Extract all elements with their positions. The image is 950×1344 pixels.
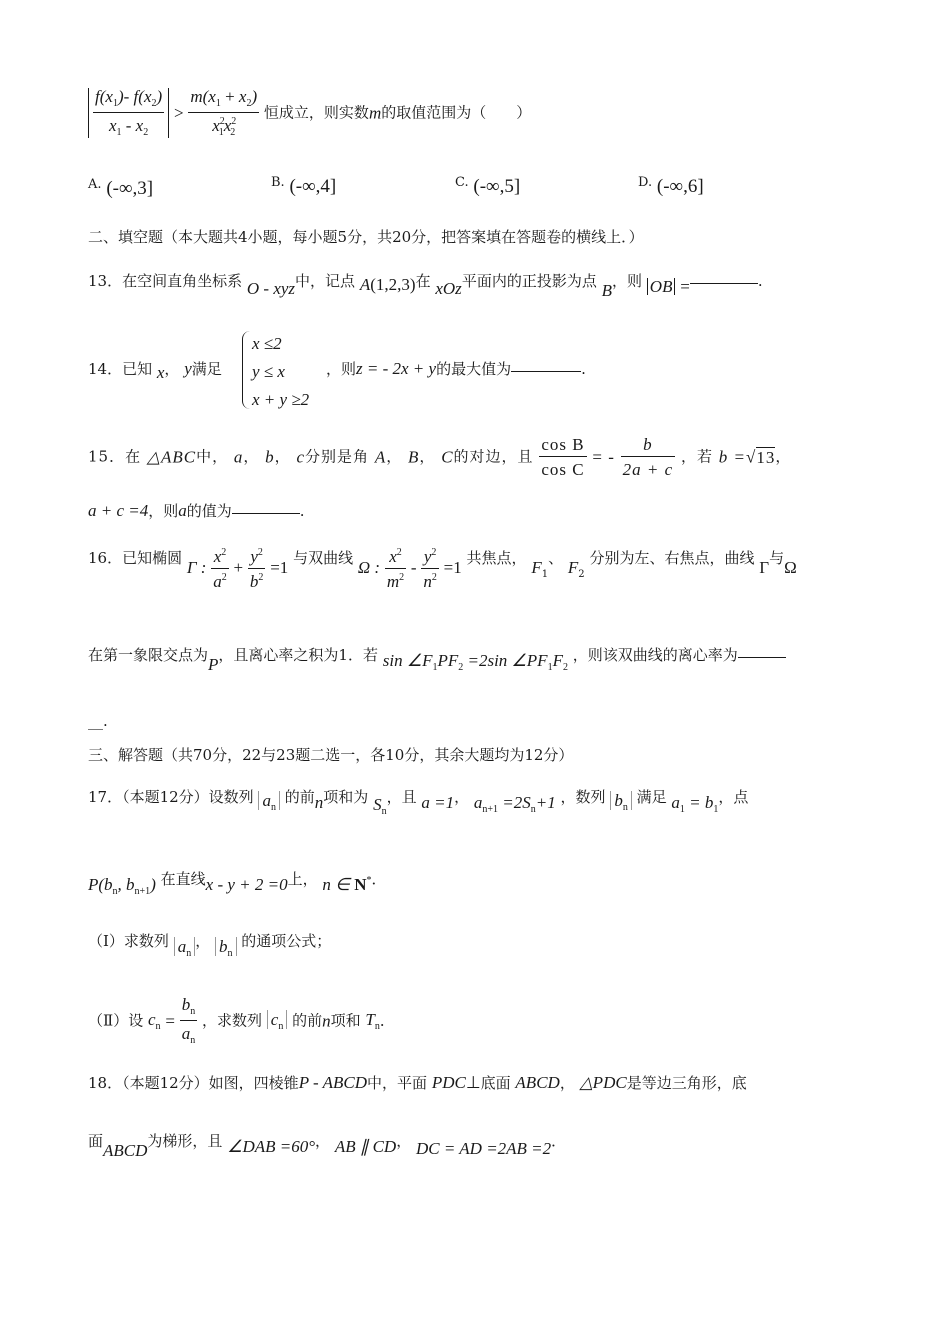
question-14-objective: ，则z = - 2x + y的最大值为 . [326, 359, 586, 378]
question-15-line2: a + c =4，则a的值为 . [88, 501, 305, 520]
cos-ratio: $\frac{\text{cos B}}{\text{cos C}}$ [541, 435, 585, 479]
ellipse-y-term: $\frac{y^2}{b^2}$ [249, 547, 264, 591]
option-b: B. (-∞,4] [271, 175, 337, 197]
c-n-fraction: $\frac{b_n}{a_n}$ [181, 995, 196, 1046]
option-d: D. (-∞,6] [638, 175, 704, 197]
abs-value-bars [88, 88, 169, 138]
question-17: 17．（本题12分）设数列 $a_n$ 的前n项和为 $S_n$，且 a =1， $a_{n+1} =2S_n+1$ ，数列 $b_n$ 满足 $a_1 = b_1$，点 [88, 788, 749, 817]
question-13: 13．在空间直角坐标系 O - xyz中，记点 A(1,2,3)在 xOz平面内的正投影为点 B，则 OB = . [88, 272, 763, 300]
question-17-part-1: （Ⅰ）求数列 $a_n$， $b_n$ 的通项公式； [88, 932, 332, 959]
difference-quotient: $\frac{f(x_1)- f(x_2)}{x_1 - x_2}$ [95, 87, 163, 138]
section-heading-fill-in: 二、填空题（本大题共4小题，每小题5分，共20分，把答案填在答题卷的横线上．） [88, 228, 644, 246]
answer-blank[interactable] [690, 282, 758, 284]
question-16-line2: 在第一象限交点为P，且离心率之积为1．若 $\sin \angle F_1PF_2 =2\sin$ $\angle PF_1F_2$ ，则该双曲线的离心率为 [88, 648, 786, 673]
ellipse-x-term: $\frac{x^2}{a^2}$ [213, 547, 227, 591]
question-18: 18．（本题12分）如图，四棱锥P - ABCD中，平面 PDC⊥底面 ABCD， △PDC是等边三角形，底 [88, 1073, 747, 1092]
answer-blank[interactable] [232, 512, 300, 514]
q12-inequality: $\frac{f(x_1)- f(x_2)}{x_1 - x_2}$ > $\frac{m(x_1 + x_2)}{x^2_1x^2_2}$ 恒成立，则实数m的取值范围为（ ） [88, 88, 531, 138]
question-15: 15．在 △ABC中， a， b， c分别是角 A， B， C的对边，且 $\frac{\text{cos B}}{\text{cos C}}$ = - $\frac{b}{2a + c}$ ，若 b =√13， [88, 435, 792, 479]
hyperbola-x-term: $\frac{x^2}{m^2}$ [386, 547, 405, 591]
hyperbola-y-term: $\frac{y^2}{n^2}$ [423, 547, 437, 591]
option-a: A. (-∞,3] [88, 177, 154, 199]
option-c: C. (-∞,5] [455, 175, 521, 197]
rhs-fraction: $\frac{m(x_1 + x_2)}{x^2_1x^2_2}$ [190, 87, 258, 138]
question-14: 14．已知 x， y满足 [88, 359, 222, 382]
b-ratio: $\frac{b}{2a + c}$ [622, 435, 674, 479]
question-16: 16．已知椭圆 Γ : $\frac{x^2}{a^2}$ + $\frac{y^2}{b^2}$ =1 与双曲线 Ω : $\frac{x^2}{m^2}$ - $\frac{y^2}{n^2}$ =1 共焦点， $F_1$、 $F_2$ 分别为左、右焦点，曲线 Γ与Ω [88, 547, 797, 591]
question-18-line2: 面ABCD为梯形，且 ∠DAB =60°， AB ∥ CD， DC = AD =2AB =2． [88, 1132, 567, 1160]
question-17-part-2: （Ⅱ）设 $c_n$ = $\frac{b_n}{a_n}$ ，求数列 $c_n$ 的前n项和 $T_n$． [88, 995, 395, 1046]
answer-blank[interactable] [738, 656, 786, 658]
section-heading-solutions: 三、解答题（共70分，22与23题二选一，各10分，其余大题均为12分） [88, 746, 574, 764]
left-brace [242, 331, 251, 409]
question-16-line3: __. [88, 712, 108, 730]
question-17-line2: $P(b_n$, $b_{n+1}$) 在直线x - y + 2 =0上， n ∈ N*． [88, 870, 387, 897]
constraint-system: x ≤2 y ≤ x x + y ≥2 [242, 331, 322, 411]
answer-blank[interactable] [511, 370, 581, 372]
